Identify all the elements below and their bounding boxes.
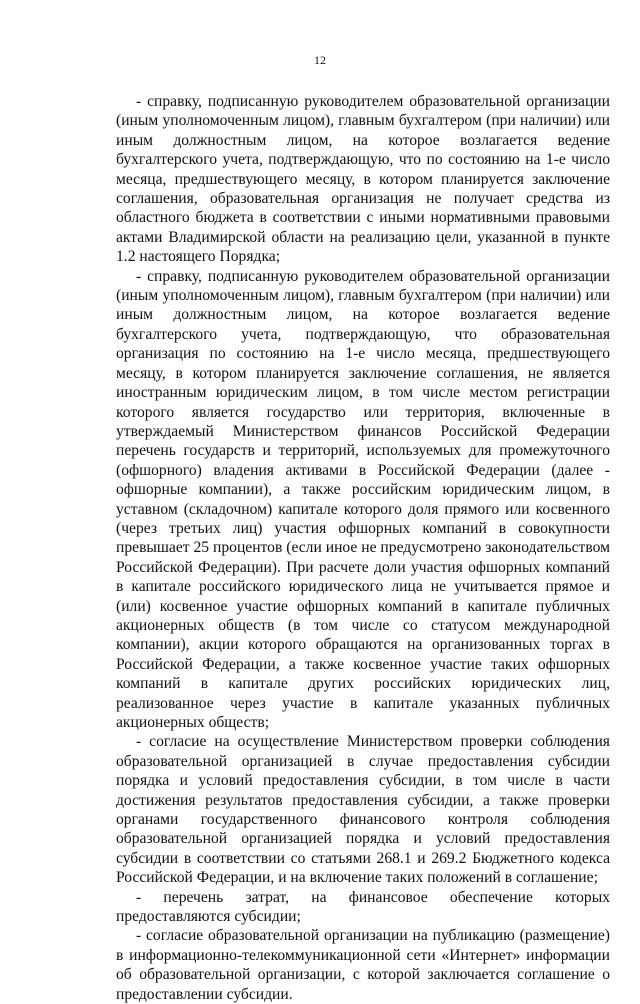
paragraph-inspection-consent: - согласие на осуществление Министерством проверки соблюдения образовательной организацией в случае предоставления субсидии порядка и условий предоставления субсидии, в том числе в части достижения результатов предоставления субсидии, а также проверки органами государственного финансового контроля соблюдения образовательной организацией порядка и условий предоставления субсидии в соответствии со статьями 268.1 и 269.2 Бюджетного кодекса Российской Федерации, и на включение таких положений в соглашение; (116, 733, 610, 887)
paragraph-offshore-certificate: - справку, подписанную руководителем образовательной организации (иным уполномоченным лицом), главным бухгалтером (при наличии) или иным должностным лицом, на которое возлагается ведение бухгалтерского учета, подтверждающую, что образовательная организация по состоянию на 1-е число месяца, предшествующего месяцу, в котором планируется заключение соглашения, не является иностранным юридическим лицом, в том числе местом регистрации которого является государство или территория, включенные в утверждаемый Министерством финансов Российской Федерации перечень государств и территорий, используемых для промежуточного (офшорного) владения активами в Российской Федерации (далее - офшорные компании), а также российским юридическим лицом, в уставном (складочном) капитале которого доля прямого или косвенного (через третьих лиц) участия офшорных компаний в совокупности превышает 25 процентов (если иное не предусмотрено законодательством Российской Федерации). При расчете доли участия офшорных компаний в капитале российского юридического лица не учитывается прямое и (или) косвенное участие офшорных компаний в капитале публичных акционерных обществ (в том числе со статусом международной компании), акции которого обращаются на организованных торгах в Российской Федерации, а также косвенное участие таких офшорных компаний в капитале других российских юридических лиц, реализованное через участие в капитале указанных публичных акционерных обществ; (116, 267, 610, 731)
page-number: 12 (314, 53, 326, 67)
paragraph-publication-consent: - согласие образовательной организации на публикацию (размещение) в информационно-телекоммуникационной сети «Интернет» информации об образовательной организации, с которой заключается соглашение о предоставлении субсидии. (116, 927, 610, 1003)
paragraph-balance-certificate: - справку, подписанную руководителем образовательной организации (иным уполномоченным лицом), главным бухгалтером (при наличии) или иным должностным лицом, на которое возлагается ведение бухгалтерского учета, подтверждающую, что по состоянию на 1-е число месяца, предшествующего месяцу, в котором планируется заключение соглашения, образовательная организация не получает средства из областного бюджета в соответствии с иными нормативными правовыми актами Владимирской области на реализацию цели, указанной в пункте 1.2 настоящего Порядка; (116, 93, 610, 266)
document-body (116, 92, 610, 1004)
paragraph-cost-list: - перечень затрат, на финансовое обеспечение которых предоставляются субсидии; (116, 888, 610, 926)
